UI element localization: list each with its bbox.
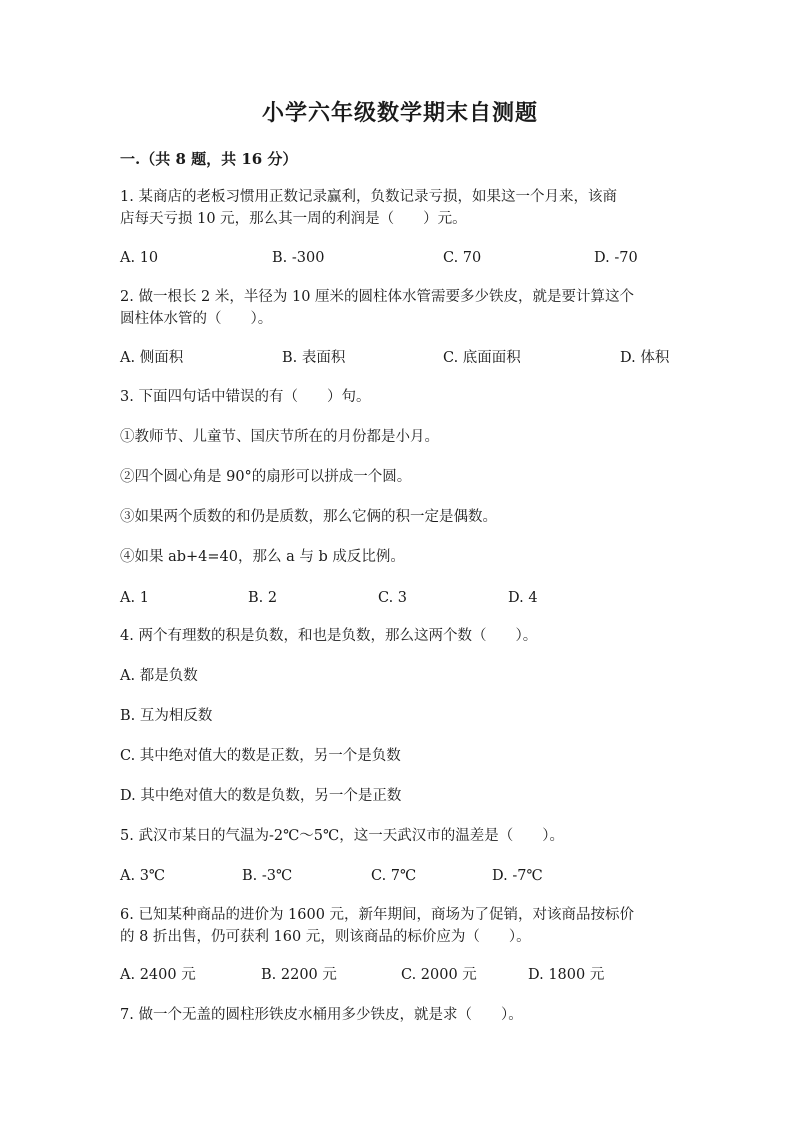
section-heading: 一.（共 8 题，共 16 分） (120, 150, 298, 168)
question-1-option-c: C. 70 (443, 250, 482, 266)
question-5-option-d: D. -7℃ (492, 868, 543, 884)
page-title: 小学六年级数学期末自测题 (261, 100, 538, 126)
question-1-option-b: B. -300 (272, 250, 325, 266)
question-3-statement-1: ①教师节、儿童节、国庆节所在的月份都是小月。 (120, 429, 439, 445)
question-6-option-c: C. 2000 元 (401, 967, 477, 983)
question-3-line-1: 3. 下面四句话中错误的有（ ）句。 (120, 389, 371, 405)
question-7-line-1: 7. 做一个无盖的圆柱形铁皮水桶用多少铁皮，就是求（ ）。 (120, 1007, 523, 1023)
question-1-option-d: D. -70 (594, 250, 638, 266)
question-3-statement-3: ③如果两个质数的和仍是质数，那么它俩的积一定是偶数。 (120, 509, 497, 525)
question-6-line-1: 6. 已知某种商品的进价为 1600 元，新年期间，商场为了促销，对该商品按标价 (120, 907, 635, 923)
question-3-statement-4: ④如果 ab+4=40，那么 a 与 b 成反比例。 (120, 549, 405, 565)
question-2-line-2: 圆柱体水管的（ ）。 (120, 311, 273, 327)
question-3-option-a: A. 1 (120, 590, 149, 606)
question-5-line-1: 5. 武汉市某日的气温为-2℃～5℃，这一天武汉市的温差是（ ）。 (120, 828, 564, 844)
question-2-option-d: D. 体积 (620, 350, 670, 366)
question-5-option-a: A. 3℃ (120, 868, 166, 884)
question-2-line-1: 2. 做一根长 2 米，半径为 10 厘米的圆柱体水管需要多少铁皮，就是要计算这个 (120, 289, 635, 305)
question-3-option-d: D. 4 (508, 590, 538, 606)
question-6-option-d: D. 1800 元 (528, 967, 605, 983)
question-3-statement-2: ②四个圆心角是 90°的扇形可以拼成一个圆。 (120, 469, 412, 485)
question-6-option-b: B. 2200 元 (261, 967, 337, 983)
question-1-line-1: 1. 某商店的老板习惯用正数记录赢利，负数记录亏损，如果这一个月来，该商 (120, 189, 617, 205)
question-6-option-a: A. 2400 元 (120, 967, 196, 983)
question-3-option-b: B. 2 (248, 590, 278, 606)
question-4-option-c: C. 其中绝对值大的数是正数，另一个是负数 (120, 748, 401, 764)
question-2-option-c: C. 底面面积 (443, 350, 521, 366)
question-2-option-b: B. 表面积 (282, 350, 346, 366)
question-4-option-d: D. 其中绝对值大的数是负数，另一个是正数 (120, 788, 402, 804)
question-4-line-1: 4. 两个有理数的积是负数，和也是负数，那么这两个数（ ）。 (120, 628, 538, 644)
question-3-option-c: C. 3 (378, 590, 408, 606)
question-1-line-2: 店每天亏损 10 元，那么其一周的利润是（ ）元。 (120, 211, 467, 227)
question-6-line-2: 的 8 折出售，仍可获利 160 元，则该商品的标价应为（ ）。 (120, 929, 531, 945)
question-4-option-b: B. 互为相反数 (120, 708, 213, 724)
question-5-option-c: C. 7℃ (371, 868, 417, 884)
question-1-option-a: A. 10 (120, 250, 159, 266)
question-2-option-a: A. 侧面积 (120, 350, 184, 366)
question-5-option-b: B. -3℃ (242, 868, 293, 884)
question-4-option-a: A. 都是负数 (120, 668, 198, 684)
